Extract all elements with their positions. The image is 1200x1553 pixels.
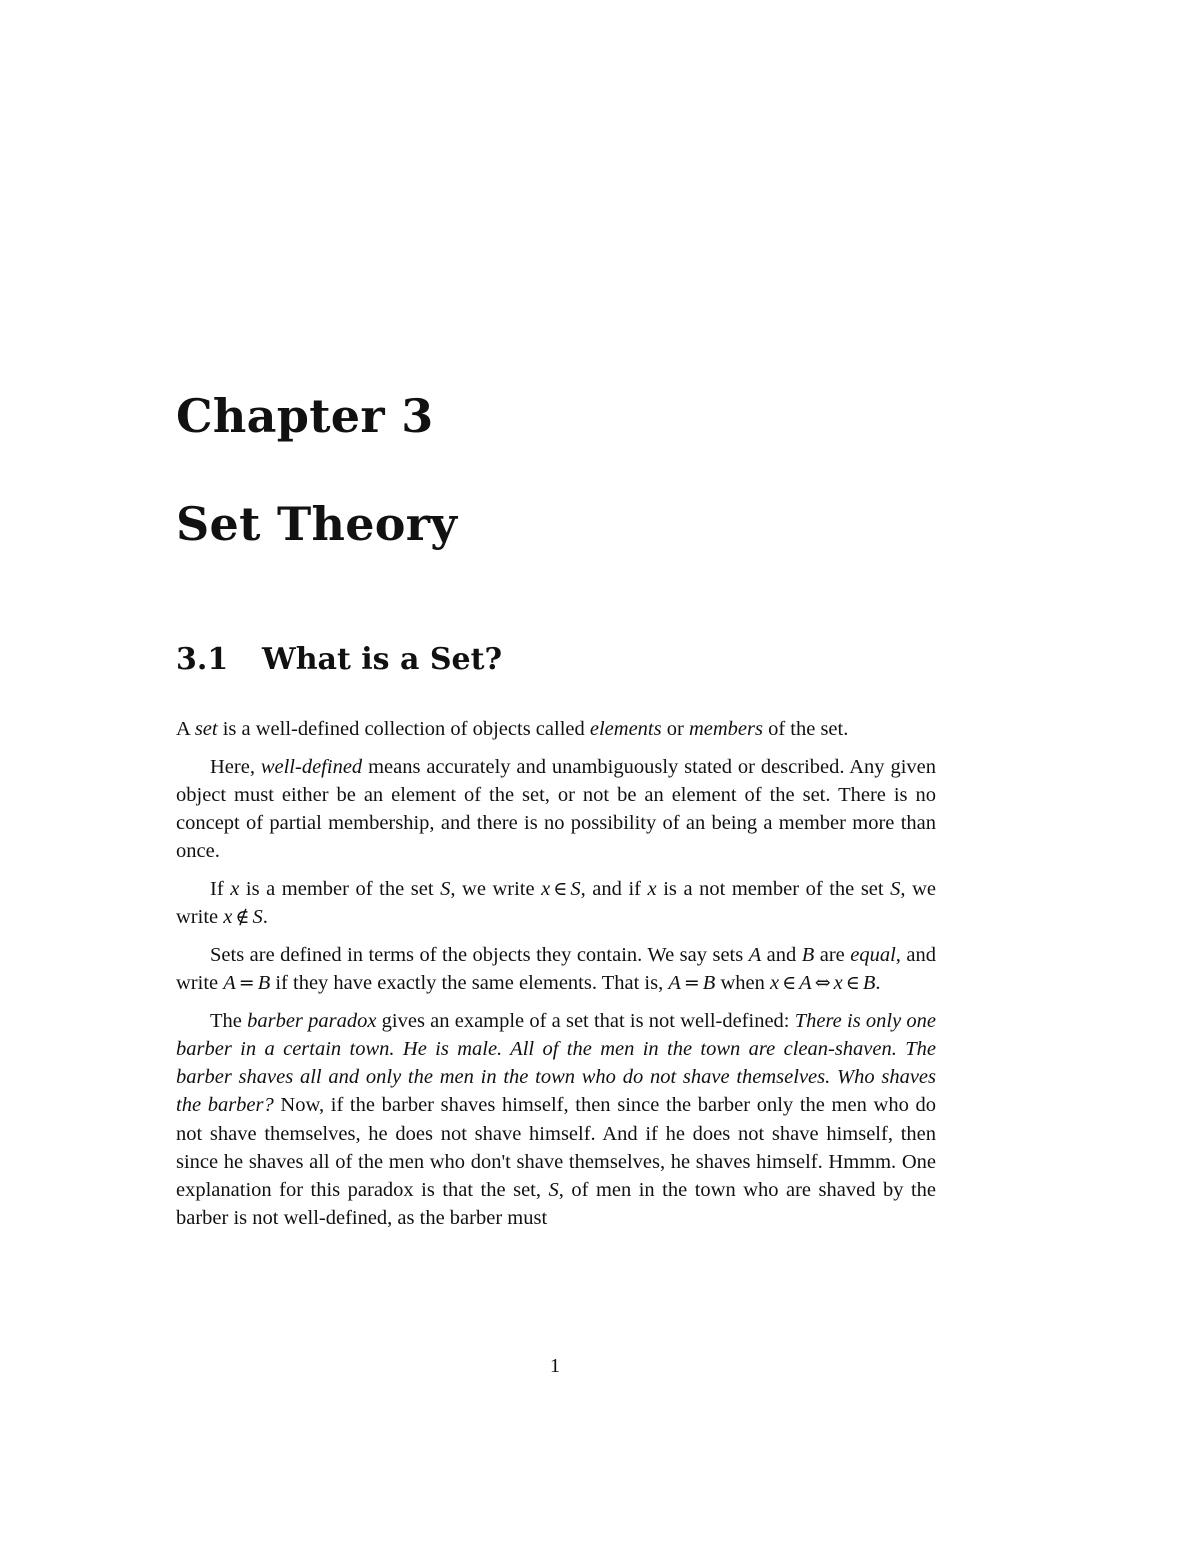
math-variable: S — [440, 878, 451, 901]
element-of-symbol: ∈ — [553, 878, 568, 901]
math-variable: S — [548, 1179, 559, 1202]
text-run: Now, if the barber shaves himself, then since the barber only the men who do not shave themselves, he does not shave himself. And if he does not shave himself, then since he shaves all of the men who don't shave themselves, he shaves himself. Hmmm. One explanation for this paradox is that the set, — [176, 1094, 936, 1202]
text-run: If — [210, 878, 231, 901]
term-set: set — [194, 718, 218, 740]
text-run: . — [875, 972, 881, 995]
text-run: The — [210, 1009, 248, 1032]
paragraph-set-equality — [176, 941, 936, 997]
term-members: members — [688, 718, 763, 740]
paragraph-barber-paradox — [176, 1007, 936, 1233]
text-run: means accurately and unambiguously stated or described. Any given object must either be an element of the set, or not be an element of the set. There is no concept of partial membership, and there is no possibility of an being a member more than once. — [176, 755, 936, 863]
math-variable: B — [862, 972, 876, 995]
text-run: , and if — [580, 878, 648, 901]
math-variable: x — [647, 878, 657, 901]
math-variable: A — [799, 972, 812, 995]
chapter-title: Set Theory — [176, 497, 458, 551]
text-run: , of men in the town who are shaved by the barber is not well-defined, as the barber must — [176, 1179, 936, 1230]
element-of-symbol: ∈ — [845, 972, 860, 995]
math-variable: x — [223, 906, 233, 929]
element-of-symbol: ∈ — [782, 972, 797, 995]
math-variable: A — [668, 972, 681, 995]
paragraph-well-defined — [176, 753, 936, 866]
math-variable: B — [702, 972, 716, 995]
iff-symbol: ⇔ — [814, 972, 831, 995]
not-element-of-symbol: ∉ — [235, 906, 250, 929]
math-variable: x — [541, 878, 551, 901]
text-run: are — [814, 943, 851, 966]
text-run: . — [262, 906, 268, 929]
text-run: , we write — [176, 878, 937, 929]
math-variable: B — [257, 972, 271, 995]
term-barber-paradox: barber paradox — [247, 1009, 377, 1032]
text-run: A — [176, 718, 195, 740]
section-title: What is a Set? — [262, 642, 503, 677]
equals-symbol: = — [683, 972, 700, 995]
page-number: 1 — [549, 1355, 561, 1377]
text-run: or — [661, 718, 689, 740]
text-run: , we write — [450, 878, 542, 901]
math-variable: A — [748, 943, 762, 966]
section-number: 3.1 — [176, 642, 229, 677]
text-run: and — [761, 943, 802, 966]
term-well-defined: well-defined — [260, 755, 363, 778]
text-run: when — [715, 972, 770, 995]
term-equal: equal — [850, 943, 896, 966]
text-run: is a well-defined collection of objects called — [217, 718, 590, 740]
text-run: of the set. — [762, 718, 849, 740]
math-variable: B — [801, 943, 815, 966]
chapter-label: Chapter 3 — [176, 389, 434, 443]
term-elements: elements — [589, 718, 662, 740]
text-run: gives an example of a set that is not well-defined: — [376, 1009, 795, 1032]
text-run: Here, — [210, 755, 261, 778]
text-run: Sets are defined in terms of the objects they contain. We say sets — [210, 943, 749, 966]
math-variable: S — [890, 878, 901, 901]
section-heading — [176, 640, 502, 680]
body-text — [176, 715, 936, 1242]
equals-symbol: = — [238, 972, 255, 995]
paragraph-membership-notation — [176, 875, 936, 931]
text-run: if they have exactly the same elements. That is, — [270, 972, 669, 995]
text-run: , and write — [176, 943, 936, 995]
math-variable: x — [833, 972, 843, 995]
paragraph-set-definition — [176, 715, 936, 743]
math-variable: S — [252, 906, 263, 929]
math-variable: A — [223, 972, 236, 995]
math-variable: x — [230, 878, 240, 901]
math-variable: S — [570, 878, 581, 901]
math-variable: x — [769, 972, 780, 995]
text-run: is a not member of the set — [656, 878, 891, 901]
text-run: is a member of the set — [239, 878, 441, 901]
paradox-statement: There is only one barber in a certain town. He is male. All of the men in the town are clean-shaven. The barber shaves all and only the men in the town who do not shave themselves. Who shaves the barber? — [176, 1009, 936, 1117]
